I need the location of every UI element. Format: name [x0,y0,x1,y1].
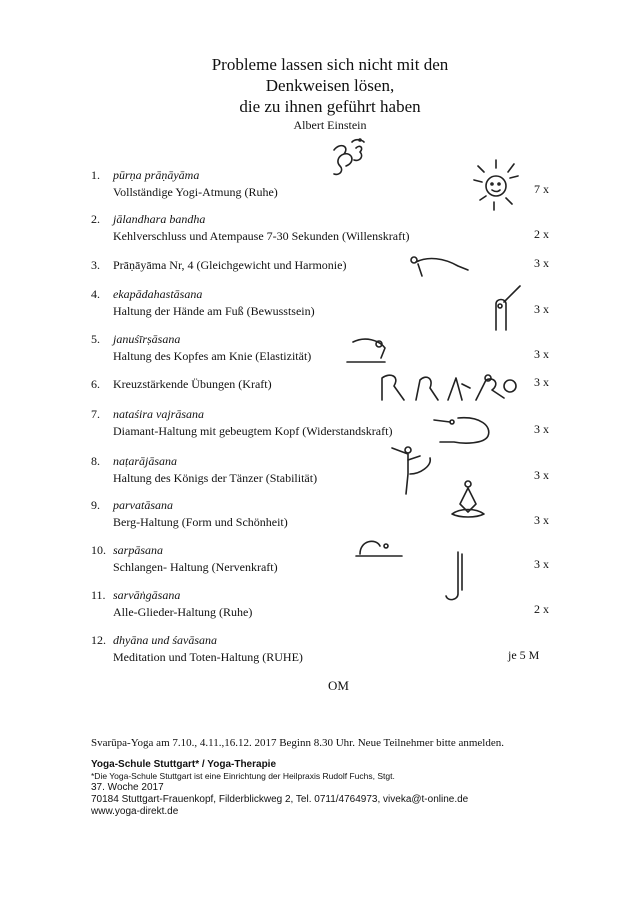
pose-figure-icon [440,550,470,606]
exercise-number: 7. [91,407,100,421]
exercise-name: dhyāna und śavāsana [113,633,217,647]
exercise-description: Schlangen- Haltung (Nervenkraft) [113,560,278,574]
pose-figure-icon [376,370,526,410]
exercise-number: 1. [91,168,100,182]
exercise-description: Haltung des Königs der Tänzer (Stabilität) [113,471,318,485]
pose-figure-icon [408,250,472,280]
exercise-name: parvatāsana [113,498,173,512]
quote-block [150,54,510,133]
exercise-number: 6. [91,377,100,391]
quote-line-1: Probleme lassen sich nicht mit den [211,55,449,74]
exercise-name: ekapādahastāsana [113,287,203,301]
exercise-reps: 3 x [534,347,549,361]
exercise-description: Haltung der Hände am Fuß (Bewusstsein) [113,304,315,318]
exercise-reps: 3 x [534,302,549,316]
quote-author: Albert Einstein [293,118,367,132]
sun-icon [470,156,526,216]
exercise-name: januśīrṣāsana [113,332,181,346]
exercise-reps: 3 x [534,513,549,527]
school-web: www.yoga-direkt.de [91,806,179,817]
exercise-number: 9. [91,498,100,512]
school-title: Yoga-Schule Stuttgart* / Yoga-Therapie [91,759,277,770]
exercise-description: Kehlverschluss und Atempause 7-30 Sekunden (Willenskraft) [113,229,410,243]
exercise-name: pūrṇa prāṇāyāma [113,168,200,182]
pose-figure-icon [476,284,524,336]
exercise-reps: 2 x [534,227,549,241]
exercise-number: 12. [91,633,106,647]
school-info [91,758,468,818]
pose-figure-icon [448,478,488,522]
exercise-description: Berg-Haltung (Form und Schönheit) [113,515,288,529]
school-week: 37. Woche 2017 [91,782,164,793]
exercise-reps: je 5 M [508,648,540,662]
exercise-number: 2. [91,212,100,226]
exercise-name: sarpāsana [113,543,164,557]
schedule-note: Svarūpa-Yoga am 7.10., 4.11.,16.12. 2017 Beginn 8.30 Uhr. Neue Teilnehmer bitte anmelden. [91,737,504,749]
exercise-name: nataśira vajrāsana [113,407,205,421]
pose-figure-icon [390,442,440,498]
om-text: OM [328,678,349,693]
pose-figure-icon [345,332,393,368]
exercise-reps: 3 x [534,468,549,482]
pose-figure-icon [350,532,410,562]
exercise-description: Meditation und Toten-Haltung (RUHE) [113,650,303,664]
school-address: 70184 Stuttgart-Frauenkopf, Filderblickweg 2, Tel. 0711/4764973, viveka@t-online.de [91,794,469,805]
exercise-number: 11. [91,588,106,602]
exercise-number: 5. [91,332,100,346]
school-note: *Die Yoga-Schule Stuttgart ist eine Einrichtung der Heilpraxis Rudolf Fuchs, Stgt. [91,771,395,781]
exercise-reps: 3 x [534,375,549,389]
exercise-name: jālandhara bandha [113,212,206,226]
exercise-description: Vollständige Yogi-Atmung (Ruhe) [113,185,278,199]
quote-line-3: die zu ihnen geführt haben [239,97,421,116]
exercise-reps: 3 x [534,422,549,436]
exercise-name: Prāṇāyāma Nr, 4 (Gleichgewicht und Harmonie) [113,258,347,272]
exercise-name: sarvāṅgāsana [113,588,181,602]
exercise-number: 10. [91,543,106,557]
exercise-reps: 7 x [534,182,549,196]
exercise-reps: 2 x [534,602,549,616]
exercise-reps: 3 x [534,557,549,571]
exercise-description: Alle-Glieder-Haltung (Ruhe) [113,605,253,619]
exercise-number: 3. [91,258,100,272]
exercise-name: Kreuzstärkende Übungen (Kraft) [113,377,272,391]
om-symbol-icon [330,138,370,182]
exercise-number: 4. [91,287,100,301]
exercise-description: Diamant-Haltung mit gebeugtem Kopf (Widerstandskraft) [113,424,393,438]
exercise-name: naṭarājāsana [113,454,178,468]
exercise-number: 8. [91,454,100,468]
exercise-description: Haltung des Kopfes am Knie (Elastizität) [113,349,312,363]
exercise-reps: 3 x [534,256,549,270]
quote-line-2: Denkweisen lösen, [265,76,395,95]
